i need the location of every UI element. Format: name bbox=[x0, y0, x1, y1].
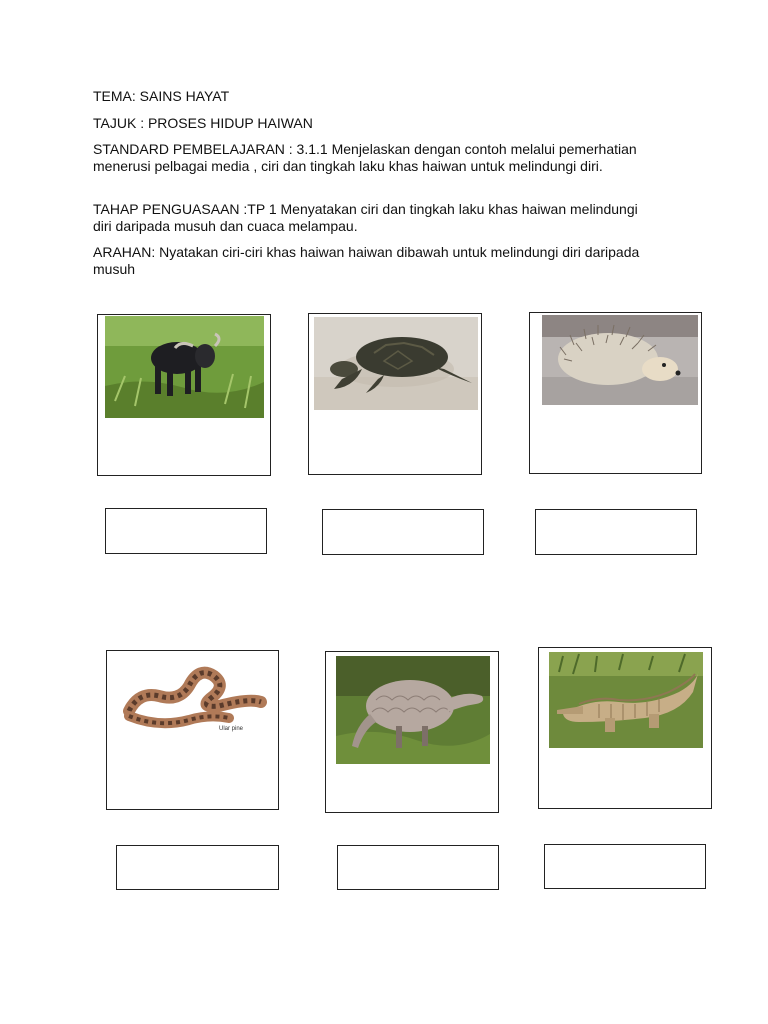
arahan-instruction: ARAHAN: Nyatakan ciri-ciri khas haiwan haiwan dibawah untuk melindungi diri daripada musuh bbox=[93, 244, 640, 277]
answer-box-pangolin[interactable] bbox=[337, 845, 499, 890]
answer-box-turtle[interactable] bbox=[322, 509, 484, 555]
answer-box-snake[interactable] bbox=[116, 845, 279, 890]
animal-card-snake bbox=[106, 650, 279, 810]
answer-box-buffalo[interactable] bbox=[105, 508, 267, 554]
answer-box-hedgehog[interactable] bbox=[535, 509, 697, 555]
animal-card-crocodile bbox=[538, 647, 712, 809]
snake-picture bbox=[119, 656, 269, 736]
animal-card-buffalo bbox=[97, 314, 271, 476]
pangolin-picture bbox=[336, 656, 490, 764]
turtle-picture bbox=[314, 317, 478, 410]
snake-caption: Ular pine bbox=[219, 726, 244, 732]
buffalo-picture bbox=[105, 316, 264, 418]
crocodile-picture bbox=[549, 652, 703, 748]
tema-line: TEMA: SAINS HAYAT bbox=[93, 88, 230, 104]
tahap-penguasaan: TAHAP PENGUASAAN :TP 1 Menyatakan ciri dan tingkah laku khas haiwan melindungi diri daripada musuh dan cuaca melampau. bbox=[93, 201, 638, 234]
standard-pembelajaran: STANDARD PEMBELAJARAN : 3.1.1 Menjelaskan dengan contoh melalui pemerhatian menerusi pelbagai media , ciri dan tingkah laku khas haiwan untuk melindungi diri. bbox=[93, 141, 637, 174]
answer-box-crocodile[interactable] bbox=[544, 844, 706, 889]
animal-card-hedgehog bbox=[529, 312, 702, 474]
tajuk-line: TAJUK : PROSES HIDUP HAIWAN bbox=[93, 115, 313, 131]
animal-card-pangolin bbox=[325, 651, 499, 813]
hedgehog-picture bbox=[542, 315, 698, 405]
animal-card-turtle bbox=[308, 313, 482, 475]
